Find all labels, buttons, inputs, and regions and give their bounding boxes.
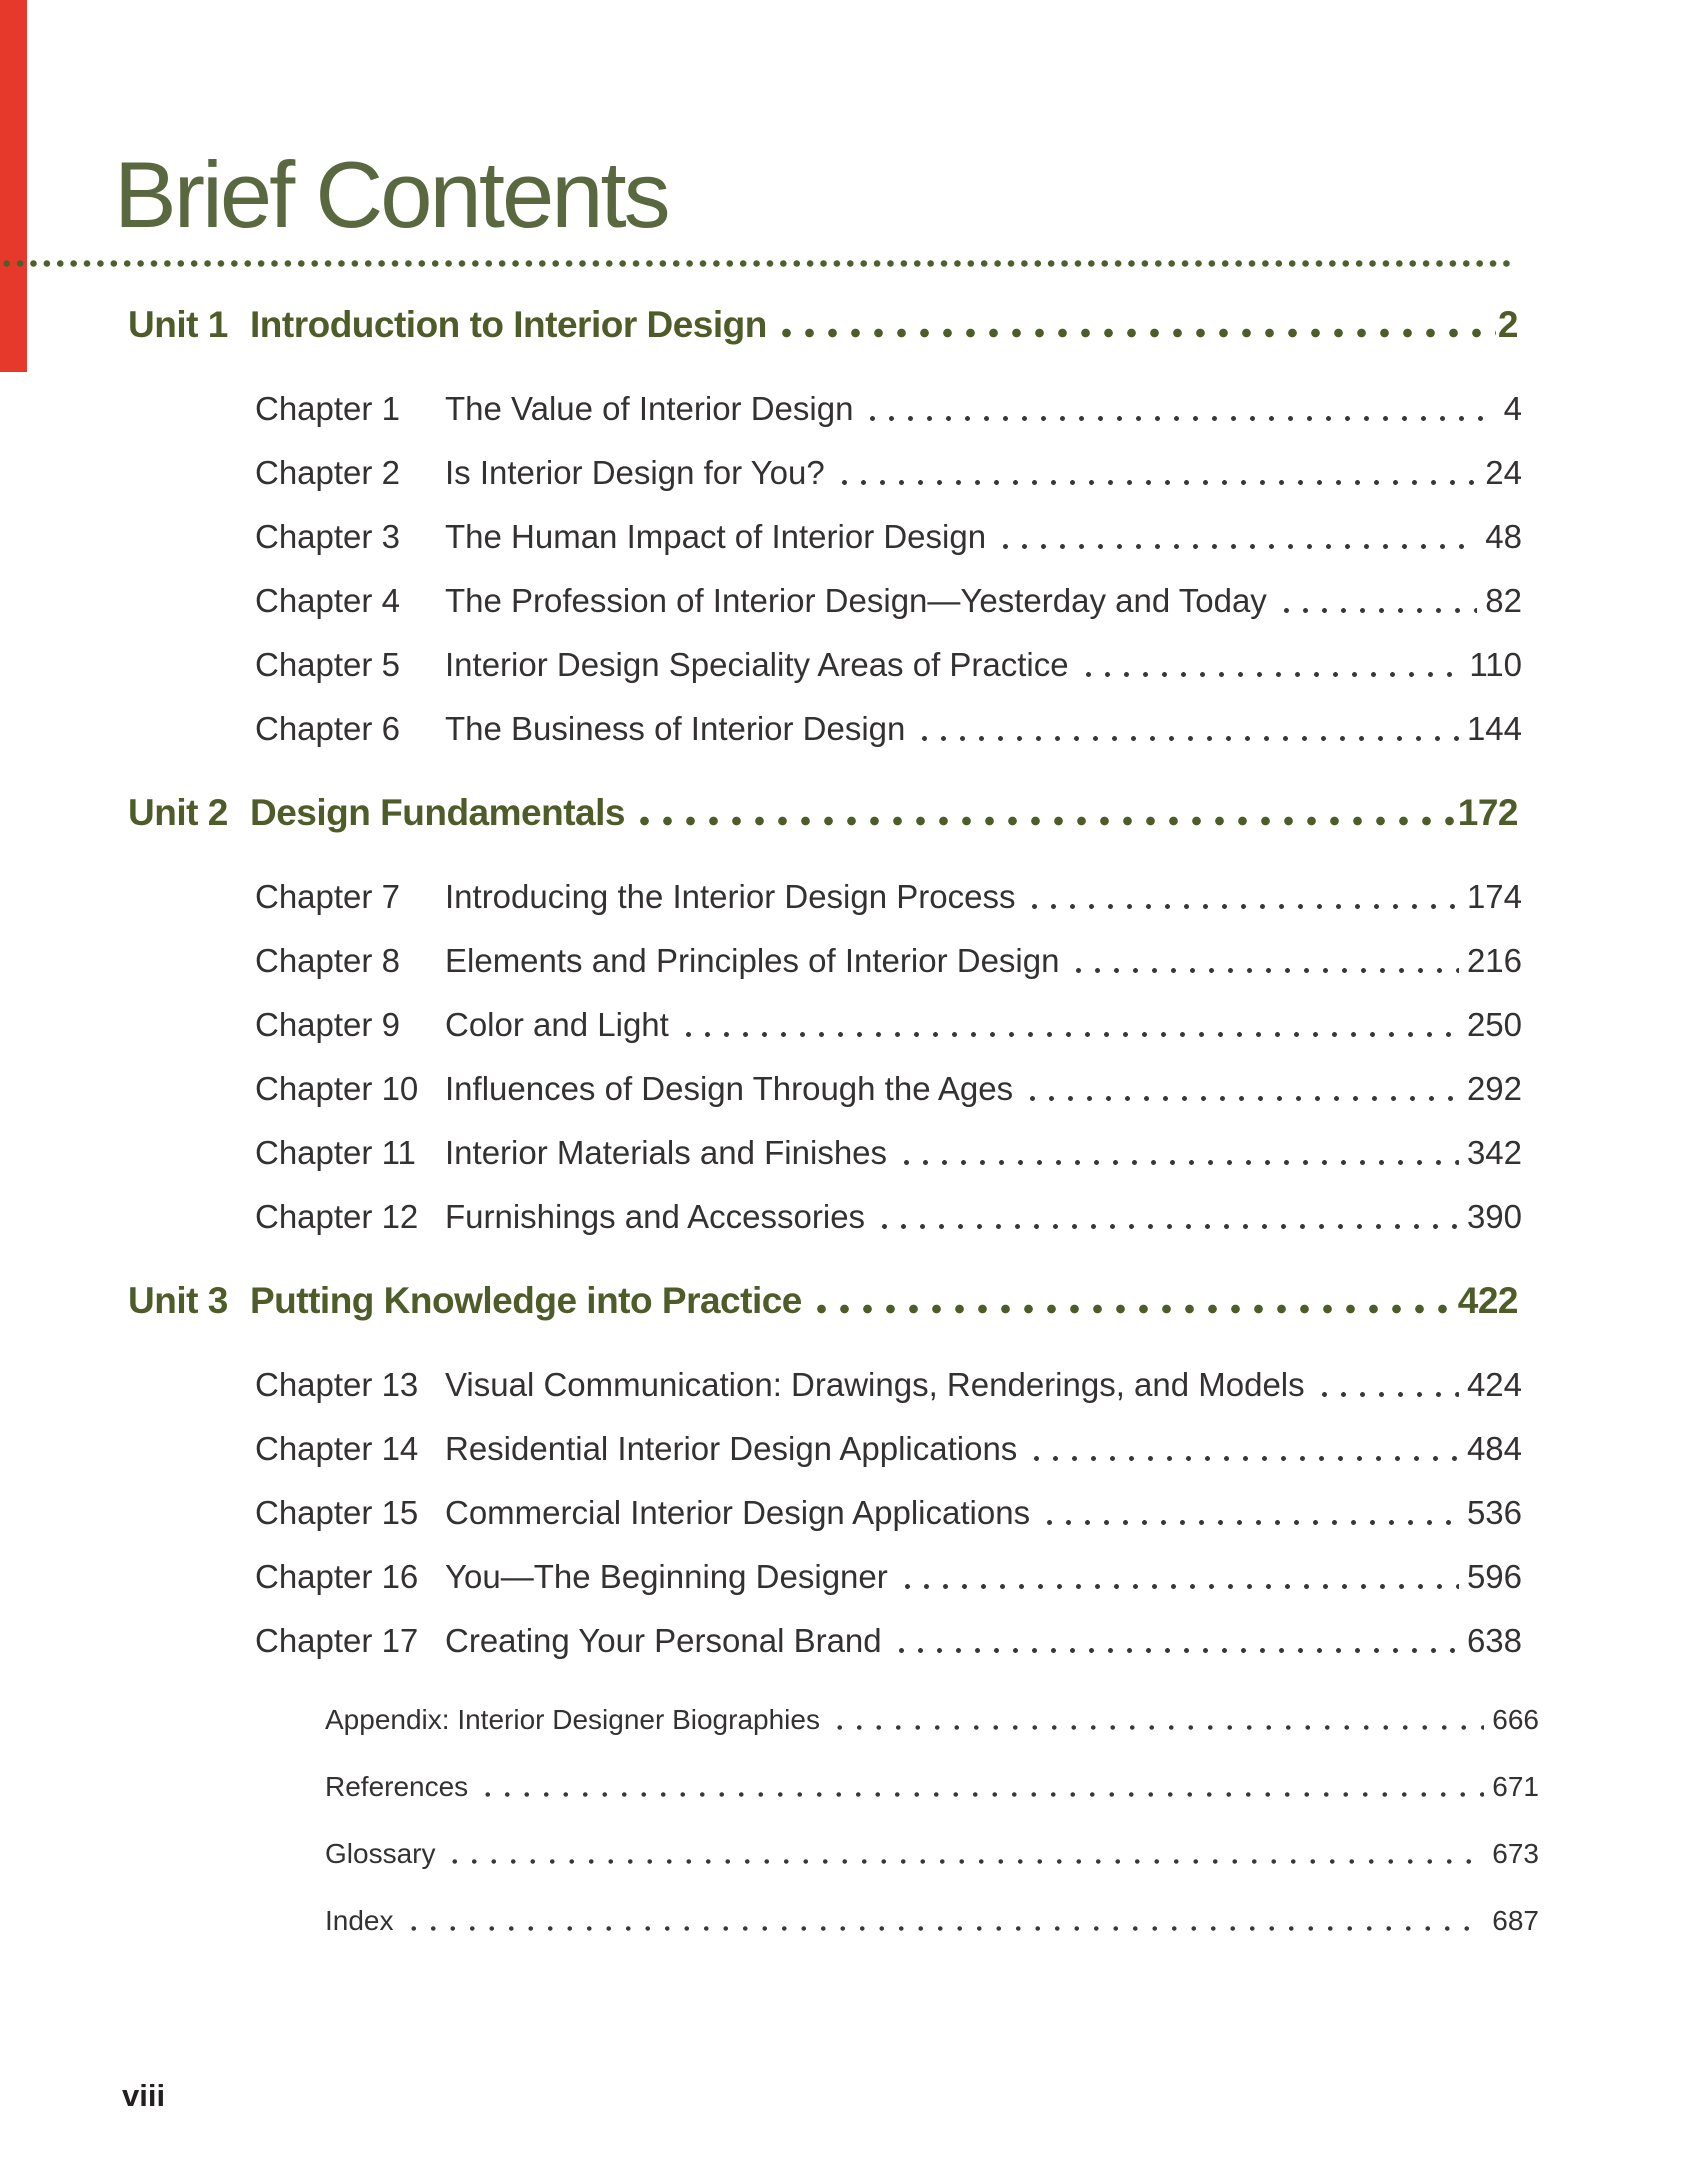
chapter-title: Commercial Interior Design Applications: [445, 1494, 1031, 1531]
chapter-title: Interior Materials and Finishes: [445, 1134, 888, 1171]
unit-row: [128, 1281, 1518, 1321]
chapter-label: Chapter 17: [255, 1622, 419, 1659]
back-matter-title: Index: [325, 1905, 394, 1936]
chapter-dot-leader: [1315, 1391, 1459, 1398]
chapter-label: Chapter 1: [255, 390, 400, 427]
chapter-page-number: 292: [1466, 1070, 1522, 1107]
chapter-row: [255, 1493, 1522, 1533]
chapter-row: [255, 941, 1522, 981]
chapter-row: [255, 389, 1522, 429]
back-matter-row: [325, 1703, 1539, 1737]
unit-title: Putting Knowledge into Practice: [250, 1280, 802, 1321]
unit-dot-leader: [810, 1304, 1456, 1314]
unit-title: Design Fundamentals: [250, 792, 625, 833]
chapter-page-number: 216: [1466, 942, 1522, 979]
chapter-page-number: 250: [1466, 1006, 1522, 1043]
chapter-row: [255, 1365, 1522, 1405]
unit-label: Unit 3: [128, 1280, 228, 1321]
chapter-label: Chapter 5: [255, 646, 400, 683]
chapter-page-number: 536: [1466, 1494, 1522, 1531]
chapter-label: Chapter 7: [255, 878, 400, 915]
back-matter-dot-leader: [445, 1858, 1484, 1865]
chapter-title: Furnishings and Accessories: [445, 1198, 866, 1235]
unit-page-number: 422: [1457, 1280, 1518, 1321]
chapter-page-number: 82: [1485, 582, 1522, 619]
back-matter-row: [325, 1837, 1539, 1871]
chapter-label: Chapter 3: [255, 518, 400, 555]
chapter-dot-leader: [1069, 967, 1458, 974]
chapter-title: Visual Communication: Drawings, Renderings, and Models: [445, 1366, 1305, 1403]
chapter-title: Elements and Principles of Interior Design: [445, 942, 1060, 979]
chapter-dot-leader: [875, 1223, 1459, 1230]
chapter-dot-leader: [1040, 1519, 1459, 1526]
back-matter-page-number: 673: [1492, 1838, 1539, 1869]
chapter-label: Chapter 10: [255, 1070, 419, 1107]
chapter-row: [255, 1429, 1522, 1469]
chapter-title: You—The Beginning Designer: [445, 1558, 888, 1595]
chapter-dot-leader: [898, 1583, 1459, 1590]
chapter-page-number: 596: [1466, 1558, 1522, 1595]
chapter-page-number: 342: [1466, 1134, 1522, 1171]
unit-dot-leader: [633, 816, 1456, 826]
chapter-row: [255, 1621, 1522, 1661]
chapter-row: [255, 1557, 1522, 1597]
chapter-row: [255, 517, 1522, 557]
chapter-dot-leader: [897, 1159, 1459, 1166]
toc-list: [0, 305, 1699, 1971]
back-matter-row: [325, 1770, 1539, 1804]
chapter-dot-leader: [996, 543, 1477, 550]
chapter-label: Chapter 14: [255, 1430, 419, 1467]
chapter-dot-leader: [863, 415, 1495, 422]
unit-label: Unit 1: [128, 304, 228, 345]
title-dotted-rule: [0, 259, 1516, 268]
back-matter-dot-leader: [478, 1791, 1484, 1798]
chapter-title: The Profession of Interior Design—Yesterday and Today: [445, 582, 1267, 619]
chapter-dot-leader: [892, 1647, 1459, 1654]
chapter-dot-leader: [835, 479, 1478, 486]
chapter-row: [255, 1133, 1522, 1173]
chapter-page-number: 24: [1485, 454, 1522, 491]
chapter-label: Chapter 11: [255, 1134, 416, 1171]
chapter-label: Chapter 15: [255, 1494, 419, 1531]
chapter-row: [255, 453, 1522, 493]
chapter-row: [255, 709, 1522, 749]
chapter-dot-leader: [1025, 903, 1458, 910]
chapter-label: Chapter 4: [255, 582, 400, 619]
chapter-label: Chapter 8: [255, 942, 400, 979]
unit-dot-leader: [775, 328, 1496, 338]
chapter-title: Is Interior Design for You?: [445, 454, 825, 491]
chapter-title: Introducing the Interior Design Process: [445, 878, 1016, 915]
chapter-page-number: 638: [1466, 1622, 1522, 1659]
unit-label: Unit 2: [128, 792, 228, 833]
unit-page-number: 172: [1457, 792, 1518, 833]
chapter-title: The Value of Interior Design: [445, 390, 854, 427]
chapter-label: Chapter 12: [255, 1198, 419, 1235]
back-matter-page-number: 666: [1492, 1704, 1539, 1735]
chapter-page-number: 48: [1485, 518, 1522, 555]
unit-row: [128, 305, 1518, 345]
unit-row: [128, 793, 1518, 833]
chapter-row: [255, 877, 1522, 917]
chapter-dot-leader: [1277, 607, 1477, 614]
page-number-folio: viii: [122, 2078, 166, 2113]
chapter-label: Chapter 6: [255, 710, 400, 747]
back-matter-dot-leader: [404, 1925, 1485, 1932]
chapter-dot-leader: [679, 1031, 1459, 1038]
chapter-page-number: 144: [1466, 710, 1522, 747]
chapter-row: [255, 1069, 1522, 1109]
back-matter-page-number: 687: [1492, 1905, 1539, 1936]
chapter-label: Chapter 9: [255, 1006, 400, 1043]
chapter-title: Creating Your Personal Brand: [445, 1622, 882, 1659]
back-matter-title: References: [325, 1771, 469, 1802]
chapter-dot-leader: [1023, 1095, 1459, 1102]
chapter-row: [255, 1005, 1522, 1045]
chapter-row: [255, 645, 1522, 685]
chapter-title: Interior Design Speciality Areas of Practice: [445, 646, 1069, 683]
chapter-page-number: 484: [1466, 1430, 1522, 1467]
back-matter-row: [325, 1904, 1539, 1938]
back-matter-dot-leader: [830, 1724, 1484, 1731]
chapter-dot-leader: [915, 735, 1459, 742]
back-matter-title: Appendix: Interior Designer Biographies: [325, 1704, 820, 1735]
chapter-title: The Business of Interior Design: [445, 710, 906, 747]
chapter-label: Chapter 2: [255, 454, 400, 491]
chapter-page-number: 110: [1469, 646, 1522, 683]
chapter-title: The Human Impact of Interior Design: [445, 518, 987, 555]
chapter-page-number: 390: [1466, 1198, 1522, 1235]
chapter-label: Chapter 16: [255, 1558, 419, 1595]
back-matter-title: Glossary: [325, 1838, 436, 1869]
chapter-dot-leader: [1079, 671, 1462, 678]
chapter-page-number: 424: [1466, 1366, 1522, 1403]
chapter-title: Influences of Design Through the Ages: [445, 1070, 1014, 1107]
chapter-page-number: 4: [1503, 390, 1522, 427]
chapter-page-number: 174: [1466, 878, 1522, 915]
chapter-row: [255, 1197, 1522, 1237]
unit-page-number: 2: [1497, 304, 1518, 345]
chapter-label: Chapter 13: [255, 1366, 419, 1403]
page-title: Brief Contents: [114, 142, 668, 247]
back-matter-page-number: 671: [1492, 1771, 1539, 1802]
unit-title: Introduction to Interior Design: [250, 304, 767, 345]
chapter-title: Color and Light: [445, 1006, 669, 1043]
chapter-dot-leader: [1027, 1455, 1459, 1462]
chapter-row: [255, 581, 1522, 621]
chapter-title: Residential Interior Design Applications: [445, 1430, 1018, 1467]
